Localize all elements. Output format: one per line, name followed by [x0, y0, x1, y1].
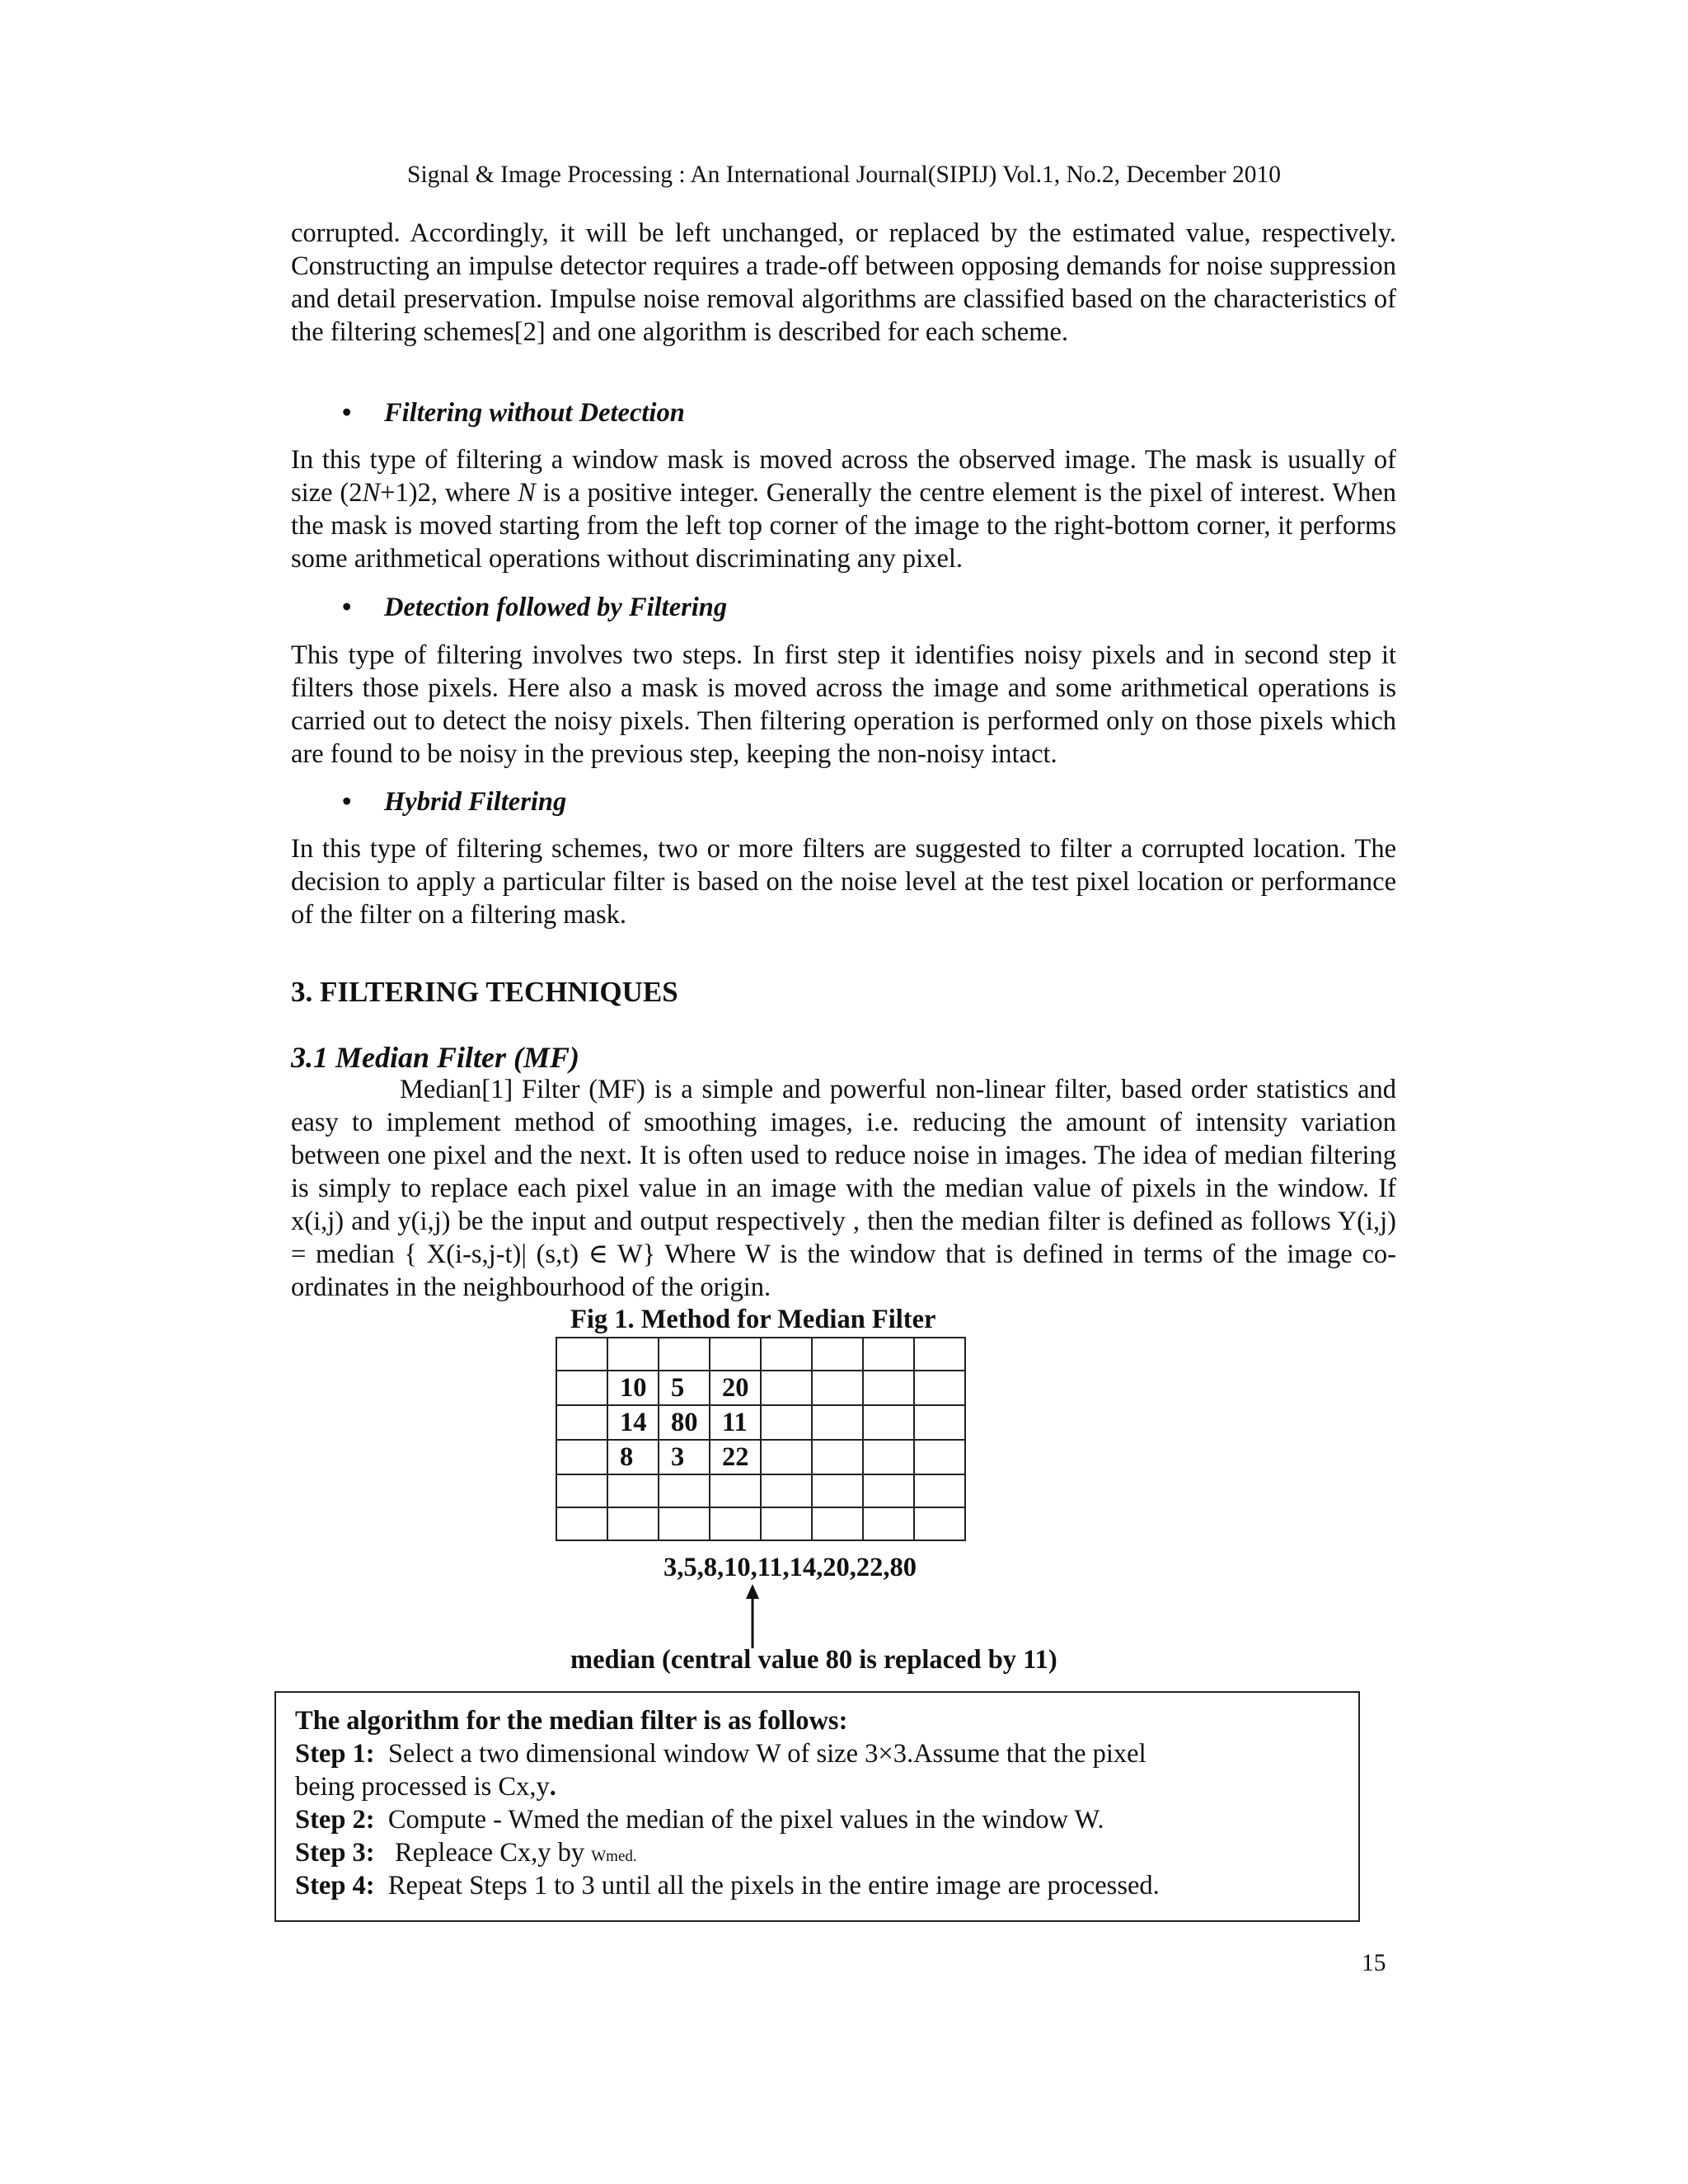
grid-cell [556, 1405, 607, 1440]
grid-cell [607, 1338, 659, 1371]
grid-cell: 5 [659, 1371, 710, 1405]
paragraph-detection-followed-by-filtering: This type of filtering involves two steps. In first step it identifies noisy pixels and in second step it filters those pixels. Here also a mask is moved across the image and some arithmetical operations is carried out to detect the noisy pixels. Then filtering operation is performed only on those pixels which are found to be noisy in the previous step, keeping the non-noisy intact. [291, 640, 1396, 769]
grid-cell [607, 1507, 659, 1540]
grid-cell: 10 [607, 1371, 659, 1405]
grid-cell [761, 1371, 812, 1405]
grid-cell [863, 1338, 914, 1371]
grid-row [556, 1507, 965, 1540]
grid-cell: 14 [607, 1405, 659, 1440]
grid-cell [863, 1440, 914, 1474]
grid-cell [607, 1474, 659, 1507]
bullet-label: Filtering without Detection [384, 398, 685, 428]
bullet-label: Hybrid Filtering [384, 787, 567, 817]
algorithm-title: The algorithm for the median filter is as follows: [295, 1706, 848, 1736]
grid-cell [812, 1338, 863, 1371]
grid-cell [761, 1474, 812, 1507]
grid-cell [914, 1507, 965, 1540]
grid-cell [914, 1440, 965, 1474]
paragraph-median-filter: Median[1] Filter (MF) is a simple and powerful non-linear filter, based order statistics and easy to implement method of smoothing images, i.e. reducing the amount of intensity variation between one pixel and the next. It is often used to reduce noise in images. The idea of median filtering is simply to replace each pixel value in an image with the median value of pixels in the window. If x(i,j) and y(i,j) be the input and output respectively , then the median filter is defined as follows Y(i,j) = median { X(i-s,j-t)| (s,t) ∈ W} Where W is the window that is defined in terms of the image co-ordinates in the neighbourhood of the origin. [291, 1075, 1396, 1302]
grid-cell [556, 1371, 607, 1405]
subsection-heading: 3.1 Median Filter (MF) [291, 1041, 580, 1074]
grid-cell [761, 1405, 812, 1440]
grid-cell [863, 1474, 914, 1507]
grid-cell [556, 1507, 607, 1540]
grid-cell [863, 1371, 914, 1405]
grid-cell [914, 1405, 965, 1440]
median-window-grid [556, 1337, 966, 1541]
grid-cell [812, 1371, 863, 1405]
bullet-label: Detection followed by Filtering [384, 593, 728, 622]
grid-cell [659, 1474, 710, 1507]
arrow-up-icon [740, 1584, 765, 1650]
grid-cell [812, 1474, 863, 1507]
algorithm-step-2: Step 2: Compute - Wmed the median of the pixel values in the window W. [295, 1805, 1104, 1835]
grid-cell [761, 1507, 812, 1540]
grid-row [556, 1338, 965, 1371]
grid-cell [659, 1338, 710, 1371]
grid-cell [914, 1474, 965, 1507]
grid-row [556, 1371, 965, 1405]
grid-cell [556, 1474, 607, 1507]
grid-cell: 8 [607, 1440, 659, 1474]
paragraph-hybrid-filtering: In this type of filtering schemes, two or more filters are suggested to filter a corrupted location. The decision to apply a particular filter is based on the noise level at the test pixel location or performance of the filter on a filtering mask. [291, 834, 1396, 930]
grid-cell [812, 1507, 863, 1540]
bullet-icon: • [342, 787, 352, 817]
grid-cell [710, 1338, 761, 1371]
section-heading: 3. FILTERING TECHNIQUES [291, 976, 678, 1008]
grid-cell: 20 [710, 1371, 761, 1405]
grid-cell: 22 [710, 1440, 761, 1474]
grid-cell [863, 1405, 914, 1440]
algorithm-step-4: Step 4: Repeat Steps 1 to 3 until all the pixels in the entire image are processed. [295, 1871, 1160, 1900]
grid-cell [812, 1440, 863, 1474]
grid-cell [710, 1507, 761, 1540]
grid-cell [556, 1440, 607, 1474]
grid-cell [659, 1507, 710, 1540]
grid-cell [710, 1474, 761, 1507]
algorithm-step-1-continued: being processed is Cx,y. [295, 1772, 556, 1802]
grid-cell [914, 1338, 965, 1371]
grid-cell: 3 [659, 1440, 710, 1474]
grid-row [556, 1405, 965, 1440]
grid-cell [761, 1440, 812, 1474]
paragraph-filtering-without-detection: In this type of filtering a window mask is moved across the observed image. The mask is usually of size (2N+1)2, where N is a positive integer. Generally the centre element is the pixel of interest. When the mask is moved starting from the left top corner of the image to the right-bottom corner, it performs some arithmetical operations without discriminating any pixel. [291, 445, 1396, 574]
figure-caption: median (central value 80 is replaced by 11) [570, 1645, 1057, 1675]
grid-cell [812, 1405, 863, 1440]
algorithm-step-3: Step 3: Repleace Cx,y by Wmed. [295, 1838, 637, 1868]
figure-title: Fig 1. Method for Median Filter [570, 1305, 936, 1334]
grid-cell [863, 1507, 914, 1540]
grid-row [556, 1440, 965, 1474]
paragraph-intro: corrupted. Accordingly, it will be left unchanged, or replaced by the estimated value, respectively. Constructing an impulse detector requires a trade-off between opposing demands for noise suppression and detail preservation. Impulse noise removal algorithms are classified based on the characteristics of the filtering schemes[2] and one algorithm is described for each scheme. [291, 218, 1396, 347]
running-header: Signal & Image Processing : An International Journal(SIPIJ) Vol.1, No.2, December 2010 [407, 162, 1281, 188]
grid-cell [761, 1338, 812, 1371]
page-number: 15 [1362, 1950, 1386, 1976]
algorithm-step-1: Step 1: Select a two dimensional window W of size 3×3.Assume that the pixel [295, 1739, 1146, 1769]
grid-cell [914, 1371, 965, 1405]
sorted-values: 3,5,8,10,11,14,20,22,80 [663, 1553, 917, 1582]
grid-row [556, 1474, 965, 1507]
grid-cell: 80 [659, 1405, 710, 1440]
bullet-icon: • [342, 398, 352, 428]
grid-cell: 11 [710, 1405, 761, 1440]
grid-cell [556, 1338, 607, 1371]
bullet-icon: • [342, 593, 352, 622]
